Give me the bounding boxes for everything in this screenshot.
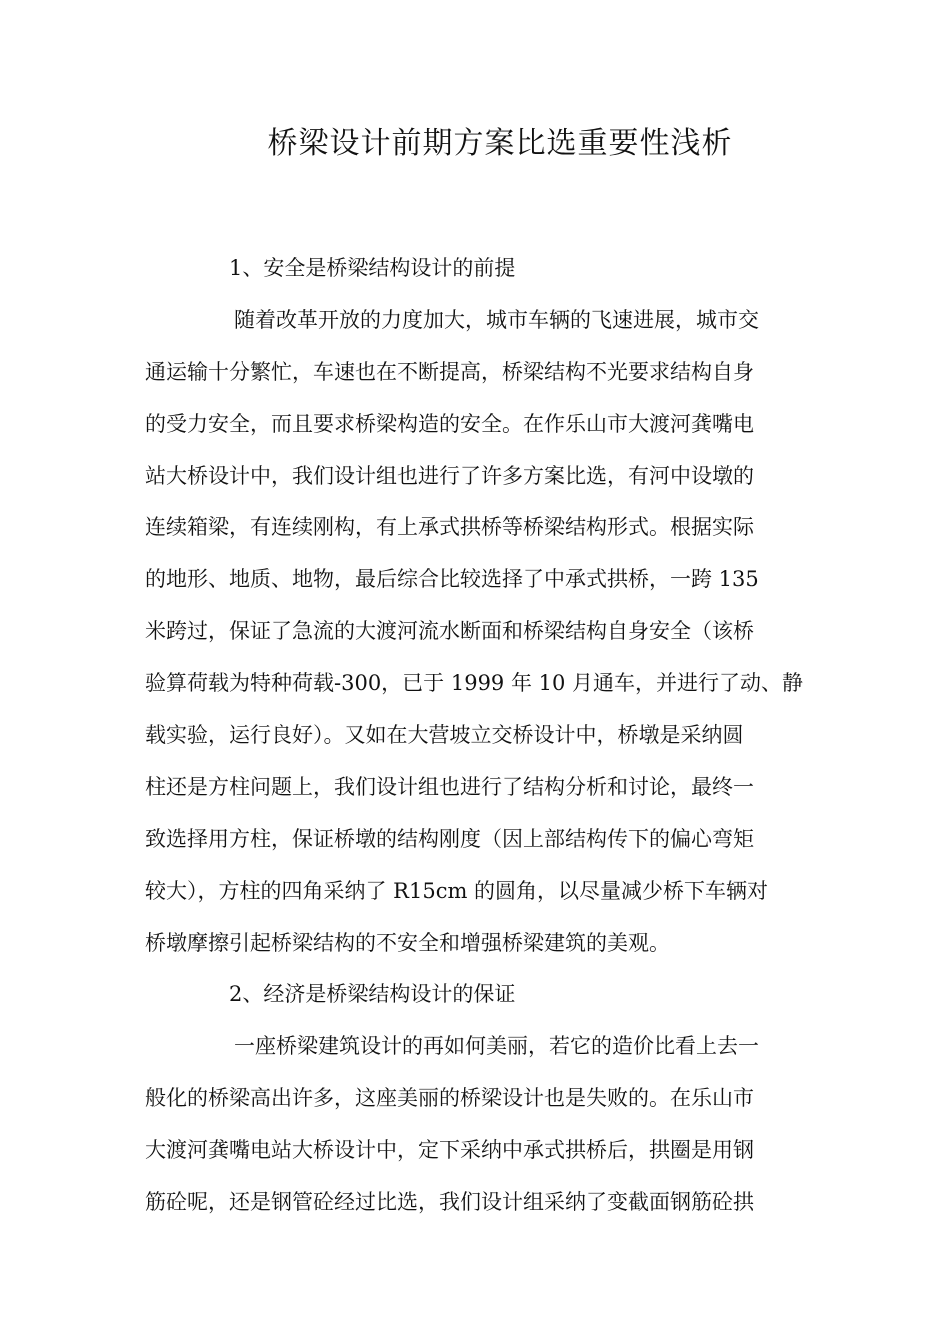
paragraph-line: 的受力安全，而且要求桥梁构造的安全。在作乐山市大渡河龚嘴电 bbox=[145, 411, 754, 436]
paragraph-line: 通运输十分繁忙，车速也在不断提高，桥梁结构不光要求结构自身 bbox=[145, 359, 754, 384]
paragraph-line: 柱还是方柱问题上，我们设计组也进行了结构分析和讨论，最终一 bbox=[145, 774, 754, 799]
section-heading-2: 2、经济是桥梁结构设计的保证 bbox=[229, 982, 516, 1007]
paragraph-line: 连续箱梁，有连续刚构，有上承式拱桥等桥梁结构形式。根据实际 bbox=[145, 515, 754, 540]
paragraph-line: 的地形、地质、地物，最后综合比较选择了中承式拱桥，一跨 135 bbox=[145, 567, 759, 592]
paragraph-line: 般化的桥梁高出许多，这座美丽的桥梁设计也是失败的。在乐山市 bbox=[145, 1086, 754, 1111]
paragraph-line: 大渡河龚嘴电站大桥设计中，定下采纳中承式拱桥后，拱圈是用钢 bbox=[145, 1138, 754, 1163]
section-heading-1: 1、安全是桥梁结构设计的前提 bbox=[229, 256, 516, 280]
paragraph-line: 较大），方柱的四角采纳了 R15cm 的圆角，以尽量减少桥下车辆对 bbox=[145, 878, 769, 903]
document-title: 桥梁设计前期方案比选重要性浅析 bbox=[267, 126, 733, 161]
paragraph-line: 验算荷载为特种荷载-300，已于 1999 年 10 月通车，并进行了动、静 bbox=[145, 671, 804, 696]
paragraph-line: 站大桥设计中，我们设计组也进行了许多方案比选，有河中设墩的 bbox=[145, 463, 754, 488]
paragraph-line: 桥墩摩擦引起桥梁结构的不安全和增强桥梁建筑的美观。 bbox=[145, 930, 670, 955]
paragraph-line: 载实验，运行良好）。又如在大营坡立交桥设计中，桥墩是采纳圆 bbox=[145, 723, 744, 748]
paragraph-line: 致选择用方柱，保证桥墩的结构刚度（因上部结构传下的偏心弯矩 bbox=[145, 826, 754, 851]
paragraph-line: 一座桥梁建筑设计的再如何美丽，若它的造价比看上去一 bbox=[234, 1034, 759, 1059]
document-body bbox=[145, 243, 810, 1229]
paragraph-line: 筋砼呢，还是钢管砼经过比选，我们设计组采纳了变截面钢筋砼拱 bbox=[145, 1190, 754, 1215]
paragraph-line: 米跨过，保证了急流的大渡河流水断面和桥梁结构自身安全（该桥 bbox=[145, 619, 754, 644]
paragraph-line: 随着改革开放的力度加大，城市车辆的飞速进展，城市交 bbox=[234, 307, 759, 332]
